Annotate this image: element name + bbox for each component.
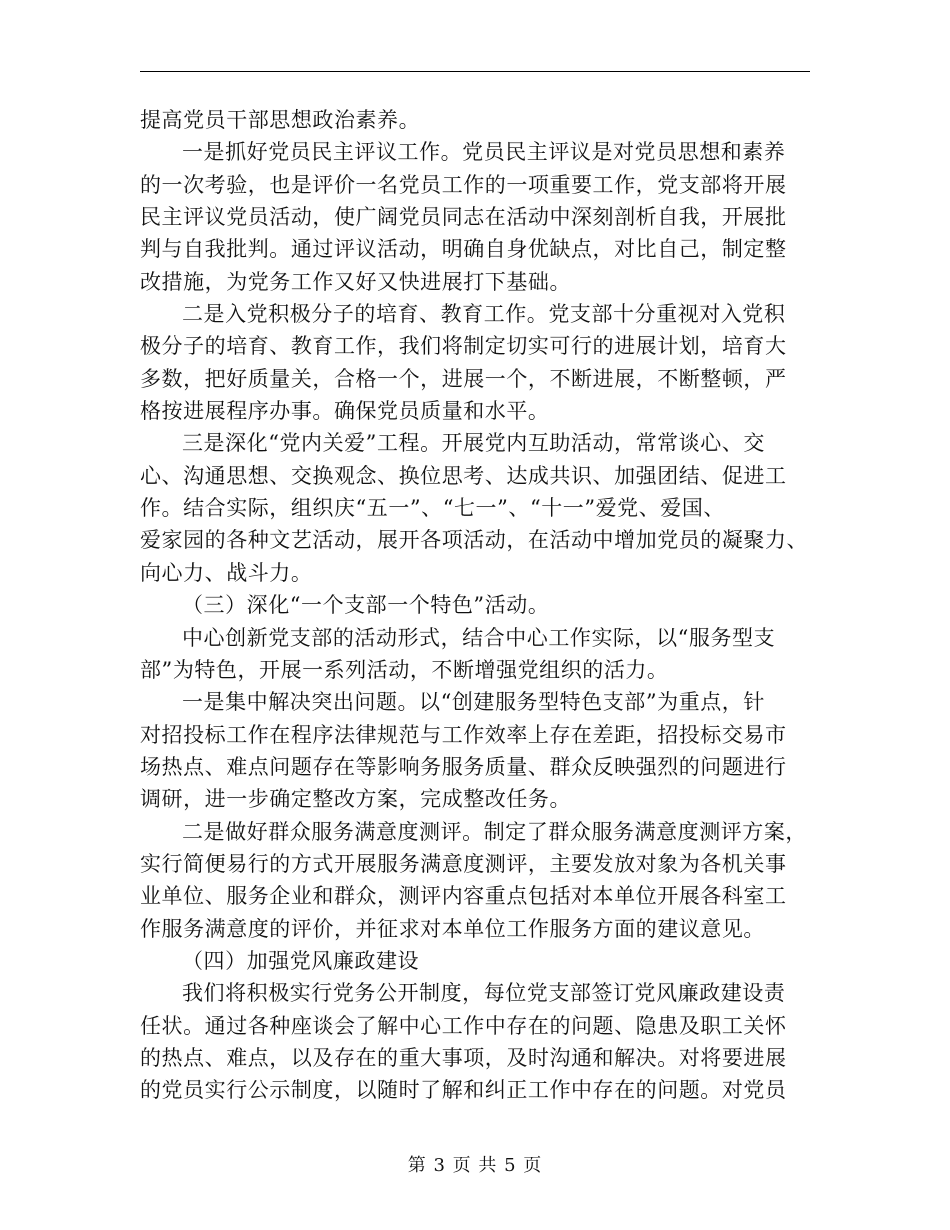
- text-line: 的党员实行公示制度，以随时了解和纠正工作中存在的问题。对党员: [140, 1078, 787, 1103]
- paragraph-first-line: 一是集中解决突出问题。以“创建服务型特色支部”为重点，针: [182, 690, 765, 715]
- text-line: 任状。通过各种座谈会了解中心工作中存在的问题、隐患及职工关怀: [140, 1013, 787, 1038]
- paragraph-first-line: 我们将积极实行党务公开制度，每位党支部签订党风廉政建设责: [182, 981, 786, 1006]
- text-line: 调研，进一步确定整改方案，完成整改任务。: [140, 787, 571, 812]
- text-line: 提高党员干部思想政治素养。: [140, 108, 421, 132]
- text-line: 爱家园的各种文艺活动，展开各项活动，在活动中增加党员的凝聚力、: [140, 528, 809, 553]
- section-heading: （四）加强党风廉政建设: [182, 948, 420, 973]
- text-line: 多数，把好质量关，合格一个，进展一个，不断进展，不断整顿，严: [140, 366, 787, 391]
- text-line: 改措施，为党务工作又好又快进展打下基础。: [140, 269, 571, 294]
- text-line: 判与自我批判。通过评议活动，明确自身优缺点，对比自己，制定整: [140, 237, 787, 262]
- text-line: 民主评议党员活动，使广阔党员同志在活动中深刻剖析自我，开展批: [140, 205, 787, 230]
- text-line: 作服务满意度的评价，并征求对本单位工作服务方面的建议意见。: [140, 916, 765, 941]
- text-line: 心、沟通思想、交换观念、换位思考、达成共识、加强团结、促进工: [140, 463, 787, 488]
- text-line: 业单位、服务企业和群众，测评内容重点包括对本单位开展各科室工: [140, 884, 787, 909]
- section-heading: （三）深化“一个支部一个特色”活动。: [182, 593, 550, 618]
- text-line: 的热点、难点，以及存在的重大事项，及时沟通和解决。对将要进展: [140, 1045, 787, 1070]
- paragraph-first-line: 中心创新党支部的活动形式，结合中心工作实际，以“服务型支: [182, 625, 776, 650]
- document-body: [140, 104, 810, 1107]
- text-line: 实行简便易行的方式开展服务满意度测评，主要发放对象为各机关事: [140, 851, 787, 876]
- paragraph-first-line: 二是入党积极分子的培育、教育工作。党支部十分重视对入党积: [182, 302, 786, 327]
- text-line: 向心力、战斗力。: [140, 560, 313, 585]
- text-line: 部”为特色，开展一系列活动，不断增强党组织的活力。: [140, 657, 669, 682]
- text-line: 格按进展程序办事。确保党员质量和水平。: [140, 399, 550, 424]
- text-line: 的一次考验，也是评价一名党员工作的一项重要工作，党支部将开展: [140, 172, 787, 197]
- paragraph-first-line: 二是做好群众服务满意度测评。制定了群众服务满意度测评方案，: [182, 819, 807, 844]
- text-line: 极分子的培育、教育工作，我们将制定切实可行的进展计划，培育大: [140, 334, 787, 359]
- header-rule: [140, 71, 810, 72]
- text-line: 对招投标工作在程序法律规范与工作效率上存在差距，招投标交易市: [140, 722, 787, 747]
- paragraph-first-line: 一是抓好党员民主评议工作。党员民主评议是对党员思想和素养: [182, 140, 786, 165]
- page-number: 第 3 页 共 5 页: [407, 1155, 543, 1176]
- text-line: 作。结合实际，组织庆“五一”、“七一”、“十一”爱党、爱国、: [140, 496, 725, 521]
- text-line: 场热点、难点问题存在等影响务服务质量、群众反映强烈的问题进行: [140, 754, 787, 779]
- paragraph-first-line: 三是深化“党内关爱”工程。开展党内互助活动，常常谈心、交: [182, 431, 765, 456]
